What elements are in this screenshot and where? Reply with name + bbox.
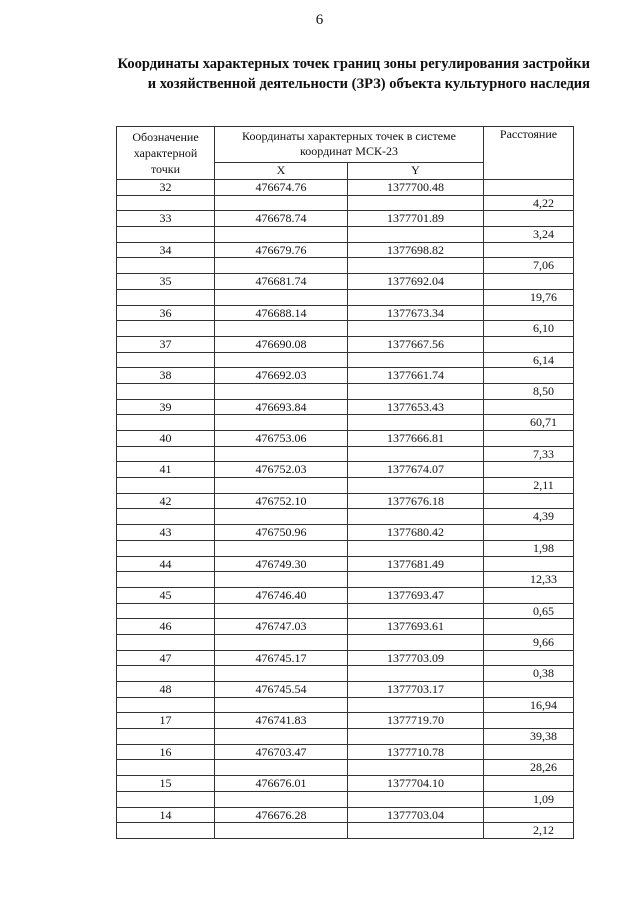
table-row (117, 399, 574, 415)
y-coordinate-cell: 1377673.34 (348, 305, 484, 321)
y-coordinate-cell (348, 509, 484, 525)
point-cell (117, 415, 215, 431)
table-row (117, 274, 574, 290)
point-cell (117, 478, 215, 494)
point-cell (117, 446, 215, 462)
point-cell: 14 (117, 807, 215, 823)
distance-cell (484, 493, 574, 509)
table-row (117, 211, 574, 227)
table-row (117, 697, 574, 713)
header-y: Y (348, 162, 484, 179)
title-line-2: и хозяйственной деятельности (ЗРЗ) объекта культурного наследия (147, 76, 590, 92)
x-coordinate-cell: 476745.54 (215, 682, 348, 698)
point-cell (117, 603, 215, 619)
table-row (117, 509, 574, 525)
y-coordinate-cell (348, 195, 484, 211)
table-row (117, 195, 574, 211)
y-coordinate-cell: 1377703.04 (348, 807, 484, 823)
table-row (117, 760, 574, 776)
y-coordinate-cell (348, 603, 484, 619)
y-coordinate-cell: 1377704.10 (348, 776, 484, 792)
distance-cell (484, 242, 574, 258)
x-coordinate-cell (215, 540, 348, 556)
x-coordinate-cell: 476745.17 (215, 650, 348, 666)
table-row (117, 242, 574, 258)
point-cell (117, 666, 215, 682)
table-row (117, 462, 574, 478)
table-row (117, 556, 574, 572)
table-row (117, 258, 574, 274)
x-coordinate-cell: 476688.14 (215, 305, 348, 321)
table-row (117, 666, 574, 682)
x-coordinate-cell: 476752.10 (215, 493, 348, 509)
x-coordinate-cell (215, 352, 348, 368)
distance-cell (484, 399, 574, 415)
point-cell (117, 540, 215, 556)
distance-cell (484, 713, 574, 729)
y-coordinate-cell (348, 791, 484, 807)
page-number: 6 (315, 12, 324, 28)
point-cell: 36 (117, 305, 215, 321)
y-coordinate-cell: 1377681.49 (348, 556, 484, 572)
y-coordinate-cell (348, 729, 484, 745)
table-row (117, 368, 574, 384)
x-coordinate-cell (215, 634, 348, 650)
y-coordinate-cell: 1377653.43 (348, 399, 484, 415)
distance-cell: 1,09 (484, 791, 574, 807)
point-cell: 33 (117, 211, 215, 227)
table-row (117, 431, 574, 447)
x-coordinate-cell (215, 227, 348, 243)
y-coordinate-cell: 1377719.70 (348, 713, 484, 729)
point-cell (117, 227, 215, 243)
y-coordinate-cell (348, 697, 484, 713)
table-row (117, 791, 574, 807)
point-cell: 34 (117, 242, 215, 258)
table-row (117, 305, 574, 321)
distance-cell (484, 682, 574, 698)
x-coordinate-cell (215, 729, 348, 745)
table-row (117, 540, 574, 556)
title-line-1: Координаты характерных точек границ зоны регулирования застройки (117, 56, 590, 72)
distance-cell (484, 274, 574, 290)
point-cell: 38 (117, 368, 215, 384)
distance-cell (484, 556, 574, 572)
y-coordinate-cell (348, 823, 484, 839)
x-coordinate-cell: 476746.40 (215, 587, 348, 603)
x-coordinate-cell: 476692.03 (215, 368, 348, 384)
x-coordinate-cell (215, 572, 348, 588)
point-cell (117, 383, 215, 399)
y-coordinate-cell: 1377692.04 (348, 274, 484, 290)
distance-cell (484, 368, 574, 384)
x-coordinate-cell (215, 666, 348, 682)
x-coordinate-cell: 476750.96 (215, 525, 348, 541)
x-coordinate-cell: 476681.74 (215, 274, 348, 290)
x-coordinate-cell (215, 509, 348, 525)
y-coordinate-cell (348, 258, 484, 274)
point-cell: 44 (117, 556, 215, 572)
point-cell: 32 (117, 180, 215, 196)
y-coordinate-cell (348, 760, 484, 776)
distance-cell (484, 305, 574, 321)
distance-cell: 2,12 (484, 823, 574, 839)
table-row (117, 807, 574, 823)
distance-cell (484, 431, 574, 447)
distance-cell (484, 336, 574, 352)
point-cell: 17 (117, 713, 215, 729)
distance-cell: 4,22 (484, 195, 574, 211)
point-cell (117, 572, 215, 588)
distance-cell: 6,10 (484, 321, 574, 337)
x-coordinate-cell (215, 760, 348, 776)
x-coordinate-cell (215, 478, 348, 494)
x-coordinate-cell (215, 697, 348, 713)
point-cell (117, 289, 215, 305)
distance-cell: 7,06 (484, 258, 574, 274)
y-coordinate-cell: 1377710.78 (348, 744, 484, 760)
distance-cell (484, 180, 574, 196)
distance-cell: 12,33 (484, 572, 574, 588)
table-row (117, 227, 574, 243)
point-cell: 42 (117, 493, 215, 509)
distance-cell (484, 807, 574, 823)
header-point-designation: Обозначение характерной точки (117, 127, 215, 180)
table-row (117, 682, 574, 698)
x-coordinate-cell (215, 321, 348, 337)
x-coordinate-cell: 476693.84 (215, 399, 348, 415)
distance-cell (484, 587, 574, 603)
distance-cell: 0,38 (484, 666, 574, 682)
distance-cell: 6,14 (484, 352, 574, 368)
point-cell (117, 634, 215, 650)
distance-cell: 39,38 (484, 729, 574, 745)
table-row (117, 650, 574, 666)
point-cell: 39 (117, 399, 215, 415)
distance-cell: 4,39 (484, 509, 574, 525)
x-coordinate-cell (215, 603, 348, 619)
x-coordinate-cell (215, 415, 348, 431)
table-row (117, 321, 574, 337)
distance-cell (484, 744, 574, 760)
document-title (60, 54, 590, 94)
point-cell (117, 697, 215, 713)
table-row (117, 713, 574, 729)
table-row (117, 634, 574, 650)
x-coordinate-cell (215, 195, 348, 211)
point-cell: 48 (117, 682, 215, 698)
x-coordinate-cell: 476676.28 (215, 807, 348, 823)
distance-cell (484, 619, 574, 635)
distance-cell: 60,71 (484, 415, 574, 431)
distance-cell: 3,24 (484, 227, 574, 243)
distance-cell: 9,66 (484, 634, 574, 650)
header-distance: Расстояние (484, 127, 574, 180)
y-coordinate-cell: 1377676.18 (348, 493, 484, 509)
distance-cell (484, 462, 574, 478)
y-coordinate-cell (348, 634, 484, 650)
table-row (117, 744, 574, 760)
y-coordinate-cell: 1377693.47 (348, 587, 484, 603)
y-coordinate-cell: 1377703.09 (348, 650, 484, 666)
distance-cell (484, 211, 574, 227)
y-coordinate-cell (348, 321, 484, 337)
distance-cell: 8,50 (484, 383, 574, 399)
x-coordinate-cell: 476753.06 (215, 431, 348, 447)
point-cell: 46 (117, 619, 215, 635)
y-coordinate-cell (348, 540, 484, 556)
point-cell: 15 (117, 776, 215, 792)
table-row (117, 289, 574, 305)
table-row (117, 493, 574, 509)
x-coordinate-cell: 476690.08 (215, 336, 348, 352)
x-coordinate-cell: 476752.03 (215, 462, 348, 478)
header-x: X (215, 162, 348, 179)
distance-cell: 1,98 (484, 540, 574, 556)
y-coordinate-cell: 1377666.81 (348, 431, 484, 447)
y-coordinate-cell (348, 478, 484, 494)
coordinates-table (116, 126, 574, 839)
table-row (117, 180, 574, 196)
y-coordinate-cell: 1377680.42 (348, 525, 484, 541)
distance-cell (484, 776, 574, 792)
table-row (117, 383, 574, 399)
point-cell (117, 321, 215, 337)
y-coordinate-cell: 1377698.82 (348, 242, 484, 258)
x-coordinate-cell (215, 258, 348, 274)
x-coordinate-cell (215, 383, 348, 399)
x-coordinate-cell (215, 823, 348, 839)
x-coordinate-cell: 476741.83 (215, 713, 348, 729)
y-coordinate-cell: 1377700.48 (348, 180, 484, 196)
y-coordinate-cell: 1377674.07 (348, 462, 484, 478)
x-coordinate-cell: 476703.47 (215, 744, 348, 760)
point-cell: 43 (117, 525, 215, 541)
point-cell (117, 823, 215, 839)
x-coordinate-cell: 476678.74 (215, 211, 348, 227)
table-row (117, 572, 574, 588)
y-coordinate-cell: 1377703.17 (348, 682, 484, 698)
point-cell: 40 (117, 431, 215, 447)
point-cell (117, 195, 215, 211)
x-coordinate-cell (215, 446, 348, 462)
y-coordinate-cell: 1377693.61 (348, 619, 484, 635)
table-row (117, 619, 574, 635)
header-coordinates-group: Координаты характерных точек в системе координат МСК-23 (215, 127, 484, 163)
distance-cell (484, 525, 574, 541)
table-row (117, 587, 574, 603)
distance-cell (484, 650, 574, 666)
y-coordinate-cell (348, 352, 484, 368)
table-row (117, 352, 574, 368)
distance-cell: 16,94 (484, 697, 574, 713)
distance-cell: 0,65 (484, 603, 574, 619)
x-coordinate-cell: 476679.76 (215, 242, 348, 258)
point-cell (117, 352, 215, 368)
y-coordinate-cell (348, 383, 484, 399)
y-coordinate-cell: 1377701.89 (348, 211, 484, 227)
point-cell (117, 258, 215, 274)
point-cell: 16 (117, 744, 215, 760)
point-cell (117, 509, 215, 525)
distance-cell: 28,26 (484, 760, 574, 776)
table-row (117, 525, 574, 541)
point-cell: 35 (117, 274, 215, 290)
y-coordinate-cell (348, 415, 484, 431)
x-coordinate-cell: 476674.76 (215, 180, 348, 196)
distance-cell: 19,76 (484, 289, 574, 305)
y-coordinate-cell (348, 572, 484, 588)
table-row (117, 478, 574, 494)
x-coordinate-cell: 476747.03 (215, 619, 348, 635)
table-row (117, 823, 574, 839)
table-row (117, 776, 574, 792)
y-coordinate-cell (348, 227, 484, 243)
x-coordinate-cell: 476749.30 (215, 556, 348, 572)
y-coordinate-cell: 1377661.74 (348, 368, 484, 384)
y-coordinate-cell (348, 289, 484, 305)
x-coordinate-cell (215, 289, 348, 305)
table-body (117, 180, 574, 839)
distance-cell: 2,11 (484, 478, 574, 494)
point-cell (117, 760, 215, 776)
point-cell (117, 729, 215, 745)
point-cell (117, 791, 215, 807)
y-coordinate-cell (348, 446, 484, 462)
table-row (117, 729, 574, 745)
distance-cell: 7,33 (484, 446, 574, 462)
point-cell: 45 (117, 587, 215, 603)
table-row (117, 336, 574, 352)
y-coordinate-cell: 1377667.56 (348, 336, 484, 352)
table-row (117, 415, 574, 431)
point-cell: 41 (117, 462, 215, 478)
point-cell: 37 (117, 336, 215, 352)
x-coordinate-cell (215, 791, 348, 807)
table-row (117, 446, 574, 462)
y-coordinate-cell (348, 666, 484, 682)
point-cell: 47 (117, 650, 215, 666)
x-coordinate-cell: 476676.01 (215, 776, 348, 792)
table-row (117, 603, 574, 619)
